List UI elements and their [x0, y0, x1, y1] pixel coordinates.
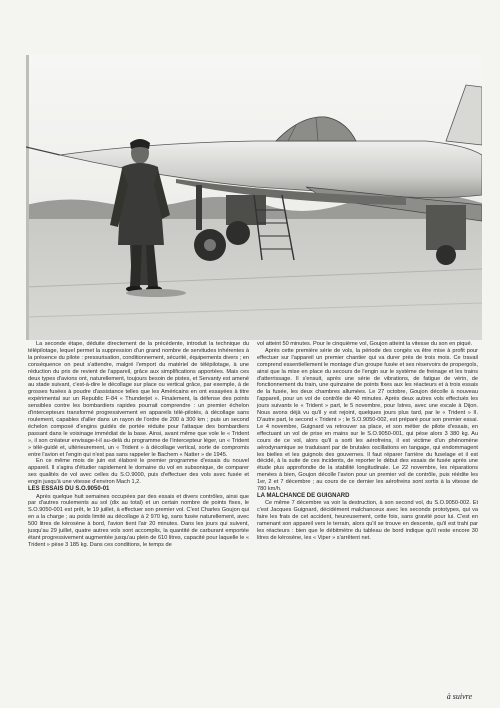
- right-text-column: [257, 341, 478, 689]
- aircraft-photo-icon: [26, 55, 482, 340]
- paragraph: Après quelque huit semaines occupées par des essais et divers contrôles, ainsi que par d'autres roulements au sol (dix au total) et un certain nombre de points fixes, le S.O.9050-001 est prêt, le 19 juillet, à effectuer son premier vol. C'est Charles Goujon qui en a la charge ; au poids limité au décollage à 2 970 kg, sans fusée naturellement, avec 500 litres de kérosène à bord, l'avion tient l'air 20 minutes. Dans les jours qui suivent, jusqu'au 29 juillet, quatre autres vols sont accomplis, la quantité de carburant emportée étant progressivement augmentée jusqu'au plein de 610 litres, capacité pour laquelle le « Trident » pèse 3 185 kg. Dans ces conditions, le temps de: [28, 493, 249, 548]
- paragraph: En ce même mois de juin est élaboré le premier programme d'essais du nouvel appareil. Il s'agira d'étudier rapidement le domaine du vol en subsonique, de comparer ses qualités de vol avec celles du S.O.9000, puis d'effectuer des vols avec fusée et engin jusqu'à une vitesse d'environ Mach 1,2.: [28, 458, 249, 486]
- paragraph: vol atteint 50 minutes. Pour le cinquième vol, Goujon atteint la vitesse du son en piqué.: [257, 341, 473, 347]
- continued-label: à suivre: [446, 692, 472, 701]
- paragraph: Ce même 7 décembre va voir la destruction, à son second vol, du S.O.9050-002. Et c'est Jacques Guignard, décidément malchanceux avec les seconds prototypes, qui va faire les frais de cet accident, heureusement, cette fois, sans gravité pour lui. C'est en ramenant son appareil vers le terrain, alors qu'il se trouve en descente, qu'il est trahi par les réacteurs : bien que le débitmètre du tableau de bord indique qu'il reste encore 30 litres de kérosène, les « Viper » s'arrêtent net.: [257, 500, 478, 541]
- left-text-column: [28, 341, 249, 633]
- paragraph: Après cette première série de vols, la période des congés va être mise à profit pour effectuer sur l'appareil un premier chantier qui va durer près de trois mois. Ce travail comprend essentiellement le montage d'un groupe fusée et ses réservoirs de propergols, ainsi que la mise en place du secours de l'engin sur le système de freinage et les trains d'atterrissage. Il s'ensuit, après une série de vibrations, de fatigue de vérin, de fonctionnement du train, une quinzaine de points fixes aux les réacteurs et à trois essais de la fusée, les deux chambres allumées. Le 27 octobre, Goujon décolle à nouveau l'appareil, pour un vol de contrôle de 40 minutes. Après deux autres vols effectués les jours suivants le « Trident » part, le 5 novembre, pour Istres, avec une escale à Dijon. Nous avons déjà vu qu'il y est rejoint, quelques jours plus tard, par le « Trident » II. D'autre part, le second « Trident » ; le S.O.9050-002, est préparé pour son premier essai. Le 4 novembre, Guignard va retrouver sa place, et son métier de pilote d'essais, en effectuant un vol de prise en mains sur le S.O.9050-001, qui pèse alors 3 380 kg. Au cours de ce vol, alors qu'il a sorti les aérofreins, il est victime d'un phénomène aérodynamique se traduisant par de brutales oscillations en tangage, qui endommagent les bielles et les guignols des gouvernes. Il faut réparer l'arrière du fuselage et il est décidé, à la suite de ces incidents, de reporter le début des essais de fusée après une étude plus approfondie de la stabilité longitudinale. Le 22 novembre, les réparations menées à bien, Goujon décolle l'avion pour un premier vol de contrôle, puis réédite les 1er, 2 et 7 décembre ; au cours de ce dernier les aérofreins sont sortis à la vitesse de 780 km/h.: [257, 347, 478, 493]
- paragraph: La seconde étape, déduite directement de la précédente, introduit la technique du télépilotage, lequel permet la suppression d'un grand nombre de servitudes inhérentes à la présence du pilote : pressurisation, conditionnement, sécurité, équipements divers ; en conséquence on peut s'attendre, malgré l'emport du matériel de télépilotage, à une réduction du prix de revient de l'appareil, grâce aux simplifications apportées. Mais ces deux types d'avions ont, naturellement, toujours besoin de pistes, et Servanty est amené au stade suivant, c'est-à-dire le décollage sur place ou vertical grâce, par exemple, à de grosses fusées à poudre d'assistance telles que les Américains en ont essayées à titre expérimental sur un Republic F-84 « Thunderjet ». Finalement, la défense des points sensibles contre les bombardiers rapides pourrait comprendre : un premier échelon d'intercepteurs transformé progressivement en appareils télé-pilotés, à décollage sans roulement, capables d'aller dans un rayon de l'ordre de 200 à 300 km ; puis un second échelon composé d'engins guidés de portée réduite pour l'attaque des bombardiers passant dans le voisinage immédiat de la base. Ainsi, avant même que vole le « Trident », il son créateur envisage-t-il au-delà du programme de l'intercepteur léger, un « Trident » télé-guidé et, ultérieurement, un « Trident » à décollage vertical, sorte de compromis entre l'avion et l'engin qui n'est pas sans rappeler le Bachem « Natter » de 1945.: [28, 341, 249, 458]
- aircraft-photo: [26, 55, 482, 340]
- section-heading: LES ESSAIS DU S.O.9050-01: [28, 486, 110, 493]
- section-heading: LA MALCHANCE DE GUIGNARD: [257, 492, 350, 499]
